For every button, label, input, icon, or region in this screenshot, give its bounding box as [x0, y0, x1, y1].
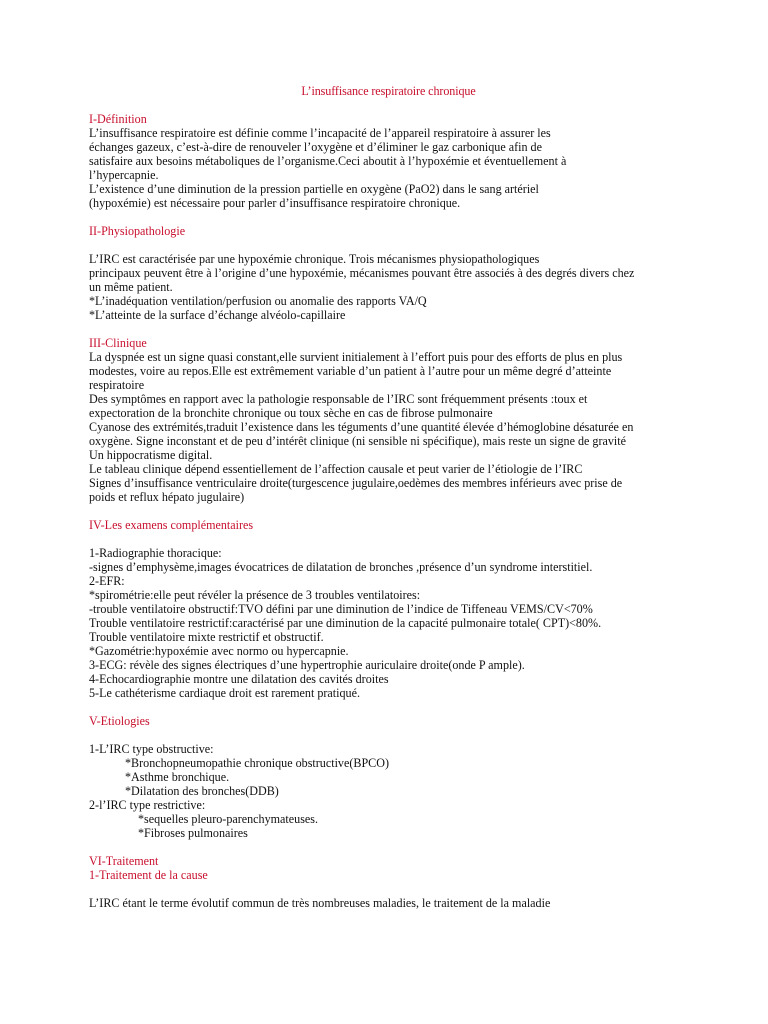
text-line: 5-Le cathéterisme cardiaque droit est rarement pratiqué. [89, 686, 360, 700]
spacer [89, 728, 688, 742]
spacer [89, 238, 688, 252]
text-line: 4-Echocardiographie montre une dilatation des cavités droites [89, 672, 389, 686]
text-line: poids et reflux hépato jugulaire) [89, 490, 245, 504]
spacer [89, 700, 688, 714]
spacer [89, 322, 688, 336]
text-line: échanges gazeux, c’est-à-dire de renouveler l’oxygène et d’éliminer le gaz carbonique afin de [89, 140, 542, 154]
section-heading-physiopathologie: II-Physiopathologie [89, 224, 186, 238]
text-line: Trouble ventilatoire restrictif:caractérisé par une diminution de la capacité pulmonaire totale( CPT)<80%. [89, 616, 602, 630]
text-line: Le tableau clinique dépend essentiellement de l’affection causale et peut varier de l’étiologie de l’IRC [89, 462, 583, 476]
text-line: (hypoxémie) est nécessaire pour parler d’insuffisance respiratoire chronique. [89, 196, 461, 210]
spacer [89, 504, 688, 518]
text-line: modestes, voire au repos.Elle est extrêmement variable d’un patient à l’autre pour un même degré d’atteinte [89, 364, 612, 378]
section-heading-definition: I-Définition [89, 112, 147, 126]
text-line: Des symptômes en rapport avec la pathologie responsable de l’IRC sont fréquemment présents :toux et [89, 392, 588, 406]
list-item: *Dilatation des bronches(DDB) [125, 784, 279, 798]
list-item: *sequelles pleuro-parenchymateuses. [138, 812, 318, 826]
text-line: un même patient. [89, 280, 173, 294]
list-item: *Fibroses pulmonaires [138, 826, 248, 840]
text-line: expectoration de la bronchite chronique ou toux sèche en cas de fibrose pulmonaire [89, 406, 493, 420]
text-line: L’IRC étant le terme évolutif commun de très nombreuses maladies, le traitement de la maladie [89, 896, 551, 910]
text-line: Trouble ventilatoire mixte restrictif et obstructif. [89, 630, 324, 644]
section-heading-traitement: VI-Traitement [89, 854, 159, 868]
spacer [89, 882, 688, 896]
text-line: *L’inadéquation ventilation/perfusion ou anomalie des rapports VA/Q [89, 294, 427, 308]
spacer [89, 532, 688, 546]
text-line: L’IRC est caractérisée par une hypoxémie chronique. Trois mécanismes physiopathologiques [89, 252, 540, 266]
text-line: -trouble ventilatoire obstructif:TVO défini par une diminution de l’indice de Tiffeneau VEMS/CV<70% [89, 602, 593, 616]
text-line: Cyanose des extrémités,traduit l’existence dans les téguments d’une quantité élevée d’hémoglobine désaturée en [89, 420, 634, 434]
text-line: respiratoire [89, 378, 145, 392]
text-line: 1-Radiographie thoracique: [89, 546, 222, 560]
subsection-heading-traitement-cause: 1-Traitement de la cause [89, 868, 208, 882]
text-line: Un hippocratisme digital. [89, 448, 213, 462]
text-line: *L’atteinte de la surface d’échange alvéolo-capillaire [89, 308, 346, 322]
text-line: principaux peuvent être à l’origine d’une hypoxémie, mécanismes pouvant être associés à des degrés divers chez [89, 266, 635, 280]
text-line: -signes d’emphysème,images évocatrices de dilatation de bronches ,présence d’un syndrome interstitiel. [89, 560, 593, 574]
spacer [89, 840, 688, 854]
section-heading-clinique: III-Clinique [89, 336, 147, 350]
text-line: L’insuffisance respiratoire est définie comme l’incapacité de l’appareil respiratoire à assurer les [89, 126, 551, 140]
spacer [89, 210, 688, 224]
text-line: *spirométrie:elle peut révéler la présence de 3 troubles ventilatoires: [89, 588, 421, 602]
text-line: 2-EFR: [89, 574, 125, 588]
text-line: La dyspnée est un signe quasi constant,elle survient initialement à l’effort puis pour des efforts de plus en plus [89, 350, 623, 364]
list-item: *Bronchopneumopathie chronique obstructive(BPCO) [125, 756, 389, 770]
text-line: L’existence d’une diminution de la pression partielle en oxygène (PaO2) dans le sang artériel [89, 182, 539, 196]
text-line: 2-l’IRC type restrictive: [89, 798, 206, 812]
text-line: *Gazométrie:hypoxémie avec normo ou hypercapnie. [89, 644, 349, 658]
text-line: Signes d’insuffisance ventriculaire droite(turgescence jugulaire,oedèmes des membres inférieurs avec prise de [89, 476, 623, 490]
text-line: l’hypercapnie. [89, 168, 159, 182]
section-heading-etiologies: V-Etiologies [89, 714, 150, 728]
document-title: L’insuffisance respiratoire chronique [301, 84, 476, 98]
text-line: satisfaire aux besoins métaboliques de l’organisme.Ceci aboutit à l’hypoxémie et éventuellement à [89, 154, 567, 168]
text-line: 1-L’IRC type obstructive: [89, 742, 214, 756]
text-line: 3-ECG: révèle des signes électriques d’une hypertrophie auriculaire droite(onde P ample). [89, 658, 525, 672]
text-line: oxygène. Signe inconstant et de peu d’intérêt clinique (ni sensible ni spécifique), mais reste un signe de gravité [89, 434, 627, 448]
list-item: *Asthme bronchique. [125, 770, 230, 784]
section-heading-examens: IV-Les examens complémentaires [89, 518, 254, 532]
